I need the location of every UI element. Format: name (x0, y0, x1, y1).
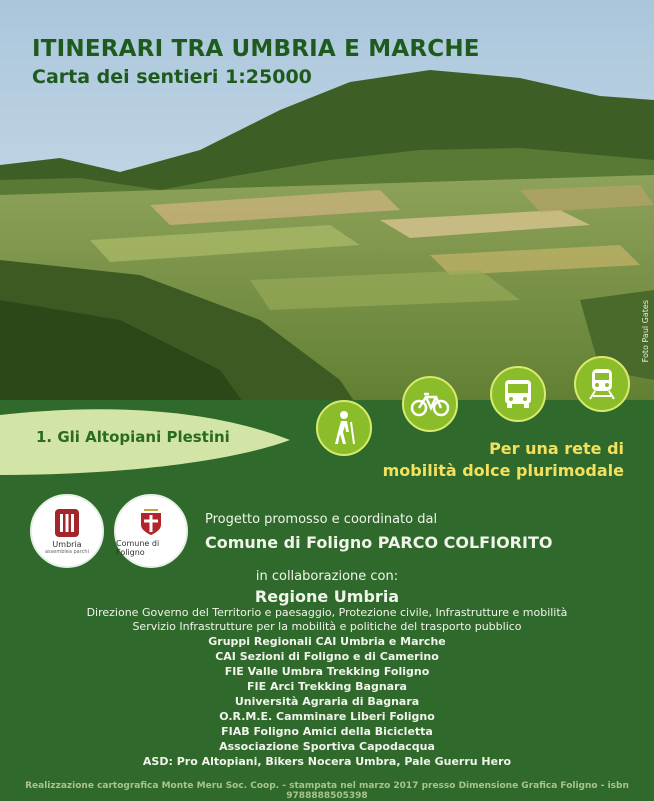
umbria-emblem-icon (54, 508, 80, 538)
slogan-line-2: mobilità dolce plurimodale (382, 461, 624, 480)
promotion-intro: Progetto promosso e coordinato dal (205, 512, 438, 527)
slogan-line-1: Per una rete di (489, 439, 624, 458)
slogan (383, 438, 624, 482)
collaboration-intro: in collaborazione con: (255, 569, 399, 584)
section-label: 1. Gli Altopiani Plestini (36, 428, 230, 446)
umbria-logo-sub: assemblea parchi (44, 548, 89, 555)
foligno-logo (114, 494, 188, 568)
partner-line: Università Agraria di Bagnara (234, 695, 420, 708)
header (32, 36, 480, 88)
footer-credits: Realizzazione cartografica Monte Meru Soc. Coop. - stampata nel marzo 2017 presso Dimensione Grafica Foligno - isbn 9788888505398 (25, 781, 629, 801)
umbria-logo-label: Umbria (52, 539, 82, 549)
collaboration (0, 569, 654, 769)
page-title: ITINERARI TRA UMBRIA E MARCHE (32, 36, 480, 62)
hiker-icon (316, 400, 372, 456)
partner-line: O.R.M.E. Camminare Liberi Foligno (219, 710, 435, 723)
promotion (205, 512, 552, 552)
department-line: Direzione Governo del Territorio e paesaggio, Protezione civile, Infrastrutture e mobilità (86, 606, 568, 619)
partner-line: Gruppi Regionali CAI Umbria e Marche (208, 635, 446, 648)
department-line: Servizio Infrastrutture per la mobilità e politiche del trasporto pubblico (132, 620, 522, 633)
train-icon (574, 356, 630, 412)
bus-icon (490, 366, 546, 422)
umbria-logo (30, 494, 104, 568)
bicycle-icon (402, 376, 458, 432)
foligno-crest-icon (136, 505, 166, 537)
promotion-organizer: Comune di Foligno PARCO COLFIORITO (205, 533, 553, 552)
foligno-logo-label: Comune di Foligno (116, 539, 160, 557)
partner-line: CAI Sezioni di Foligno e di Camerino (215, 650, 439, 663)
partner-line: Associazione Sportiva Capodacqua (219, 740, 435, 753)
partner-line: FIE Arci Trekking Bagnara (247, 680, 407, 693)
photo-credit: Foto Paul Gates (641, 300, 650, 363)
partner-line: FIE Valle Umbra Trekking Foligno (224, 665, 430, 678)
partner-line: ASD: Pro Altopiani, Bikers Nocera Umbra, Pale Guerru Hero (142, 755, 512, 768)
page-subtitle: Carta dei sentieri 1:25000 (32, 66, 312, 88)
partner-line: FIAB Foligno Amici della Bicicletta (221, 725, 433, 738)
region-name: Regione Umbria (254, 587, 400, 606)
